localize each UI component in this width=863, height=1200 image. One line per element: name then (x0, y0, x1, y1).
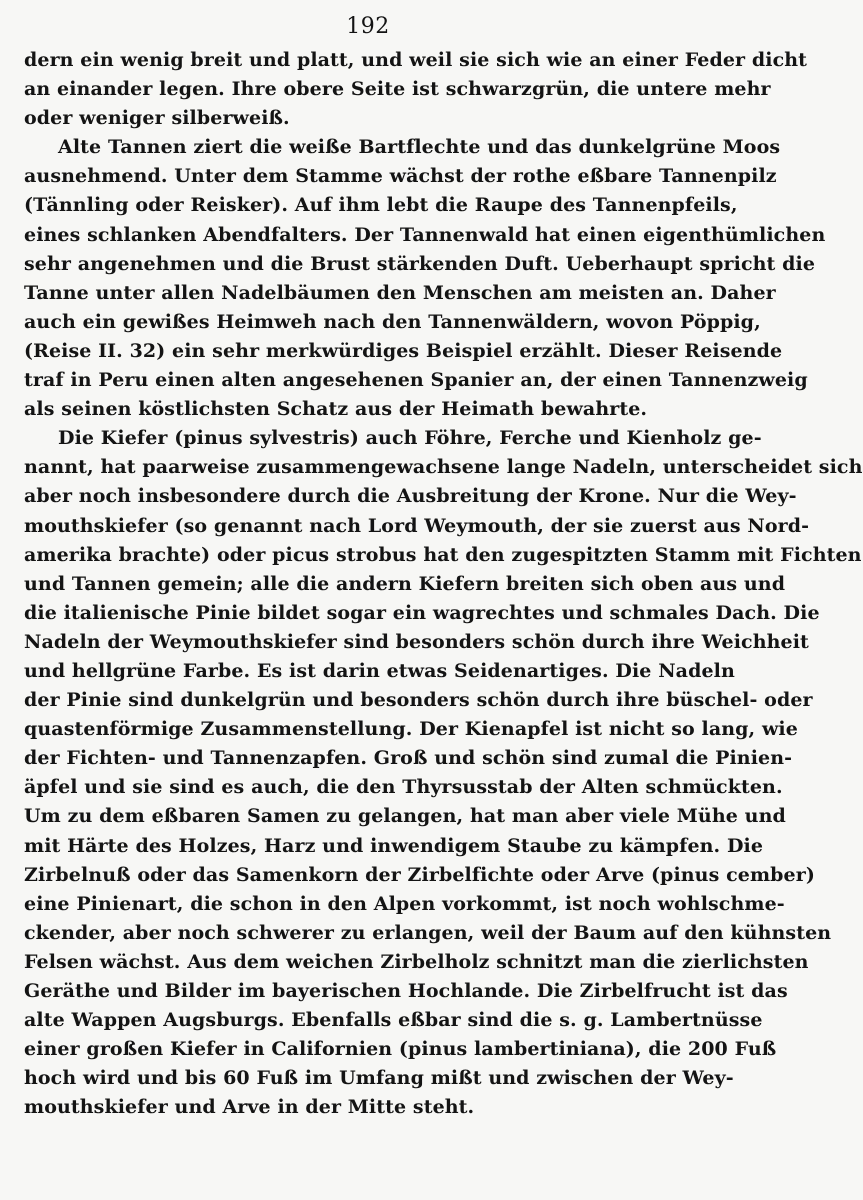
text-line: und Tannen gemein; alle die andern Kiefern breiten sich oben aus und (24, 572, 786, 595)
text-line: ckender, aber noch schwerer zu erlangen, weil der Baum auf den kühnsten (24, 921, 832, 944)
text-line: Felsen wächst. Aus dem weichen Zirbelholz schnitzt man die zierlichsten (24, 950, 809, 973)
text-line: einer großen Kiefer in Californien (pinus lambertiniana), die 200 Fuß (24, 1038, 777, 1061)
text-line: traf in Peru einen alten angesehenen Spanier an, der einen Tannenzweig (24, 369, 808, 392)
text-line: auch ein gewißes Heimweh nach den Tannenwäldern, wovon Pöppig, (24, 310, 761, 333)
text-line: Um zu dem eßbaren Samen zu gelangen, hat man aber viele Mühe und (24, 805, 786, 828)
paragraph-3 (24, 424, 863, 1122)
text-line: der Fichten- und Tannenzapfen. Groß und schön sind zumal die Pinien- (24, 747, 793, 770)
text-line: (Tännling oder Reisker). Auf ihm lebt die Raupe des Tannenpfeils, (24, 194, 738, 217)
text-line: mouthskiefer und Arve in der Mitte steht. (24, 1096, 475, 1119)
paragraph-2 (24, 133, 826, 424)
text-line: äpfel und sie sind es auch, die den Thyrsusstab der Alten schmückten. (24, 776, 783, 799)
text-line: alte Wappen Augsburgs. Ebenfalls eßbar sind die s. g. Lambertnüsse (24, 1009, 763, 1032)
text-line: mit Härte des Holzes, Harz und inwendigem Staube zu kämpfen. Die (24, 834, 764, 857)
page-number: 192 (346, 14, 390, 39)
text-line: ausnehmend. Unter dem Stamme wächst der rothe eßbare Tannenpilz (24, 165, 777, 188)
text-line: nannt, hat paarweise zusammengewachsene lange Nadeln, unterscheidet sich (24, 456, 863, 479)
text-line: amerika brachte) oder picus strobus hat den zugespitzten Stamm mit Fichten (24, 543, 862, 566)
text-line: (Reise II. 32) ein sehr merkwürdiges Beispiel erzählt. Dieser Reisende (24, 339, 783, 362)
text-line: mouthskiefer (so genannt nach Lord Weymouth, der sie zuerst aus Nord- (24, 514, 810, 537)
text-line: und hellgrüne Farbe. Es ist darin etwas Seidenartiges. Die Nadeln (24, 659, 735, 682)
text-line: Die Kiefer (pinus sylvestris) auch Föhre, Ferche und Kienholz ge- (58, 427, 762, 450)
text-line: aber noch insbesondere durch die Ausbreitung der Krone. Nur die Wey- (24, 485, 797, 508)
text-line: Geräthe und Bilder im bayerischen Hochlande. Die Zirbelfrucht ist das (24, 980, 788, 1002)
text-line: Zirbelnuß oder das Samenkorn der Zirbelfichte oder Arve (pinus cember) (24, 863, 815, 886)
text-line: hoch wird und bis 60 Fuß im Umfang mißt und zwischen der Wey- (24, 1067, 734, 1090)
paragraph-1 (24, 46, 808, 133)
text-line: der Pinie sind dunkelgrün und besonders schön durch ihre büschel- oder (24, 689, 813, 712)
text-line: Nadeln der Weymouthskiefer sind besonders schön durch ihre Weichheit (24, 630, 809, 653)
text-line: eines schlanken Abendfalters. Der Tannenwald hat einen eigenthümlichen (24, 223, 826, 246)
text-line: oder weniger silberweiß. (24, 107, 290, 130)
text-line: Alte Tannen ziert die weiße Bartflechte und das dunkelgrüne Moos (58, 136, 781, 159)
text-line: als seinen köstlichsten Schatz aus der Heimath bewahrte. (24, 398, 648, 421)
text-line: sehr angenehmen und die Brust stärkenden Duft. Ueberhaupt spricht die (24, 252, 816, 275)
text-line: die italienische Pinie bildet sogar ein wagrechtes und schmales Dach. Die (24, 601, 820, 624)
text-line: quastenförmige Zusammenstellung. Der Kienapfel ist nicht so lang, wie (24, 718, 798, 741)
text-line: dern ein wenig breit und platt, und weil sie sich wie an einer Feder dicht (24, 49, 808, 71)
text-line: an einander legen. Ihre obere Seite ist schwarzgrün, die untere mehr (24, 78, 771, 101)
text-line: Tanne unter allen Nadelbäumen den Menschen am meisten an. Daher (24, 281, 776, 304)
text-line: eine Pinienart, die schon in den Alpen vorkommt, ist noch wohlschme- (24, 892, 785, 915)
